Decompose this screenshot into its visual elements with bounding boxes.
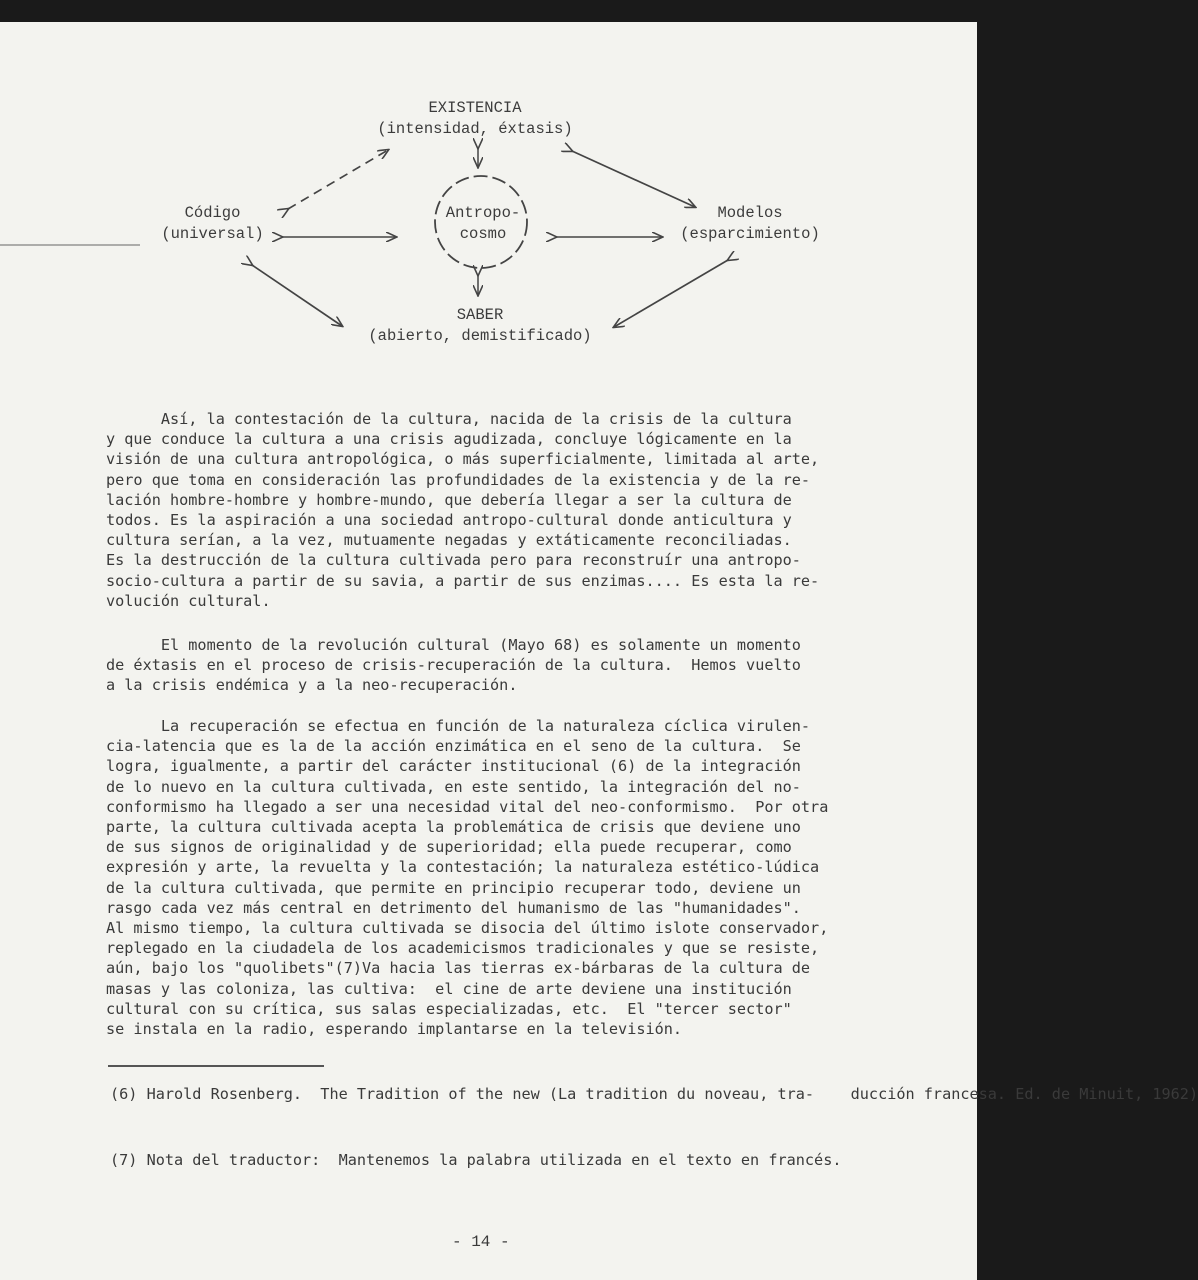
text-line: expresión y arte, la revuelta y la contestación; la naturaleza estético-lúdica: [106, 858, 820, 877]
node-modelos-title: Modelos: [717, 204, 783, 222]
arrow-modelos-saber: [614, 260, 728, 327]
arrow-codigo-saber: [252, 265, 342, 326]
diagram-arrows: [0, 22, 977, 392]
text-line: Al mismo tiempo, la cultura cultivada se disocia del último islote conservador,: [106, 919, 829, 938]
text-line: logra, igualmente, a partir del carácter institucional (6) de la integración: [106, 757, 801, 776]
footnote-line: (6) Harold Rosenberg. The Tradition of the new (La tradition du noveau, tra-: [110, 1085, 815, 1103]
arrow-codigo-existencia: [288, 150, 388, 209]
text-line: cultura serían, a la vez, mutuamente negadas y extáticamente reconciliadas.: [106, 531, 792, 550]
node-antropocosmo-line1: Antropo-: [445, 204, 521, 222]
footnote-7: [110, 1150, 920, 1171]
text-line: socio-cultura a partir de su savia, a partir de sus enzimas.... Es esta la re-: [106, 571, 820, 590]
text-line: rasgo cada vez más central en detrimento del humanismo de las "humanidades".: [106, 898, 801, 917]
document-page: [0, 22, 1198, 1280]
text-line: de sus signos de originalidad y de superioridad; ella puede recuperar, como: [106, 838, 792, 857]
node-saber-title: SABER: [456, 306, 504, 324]
paragraph-1: [106, 409, 916, 611]
node-antropocosmo-line2: cosmo: [459, 225, 507, 243]
text-line: cultural con su crítica, sus salas especializadas, etc. El "tercer sector": [106, 999, 792, 1018]
text-line: masas y las coloniza, las cultiva: el cine de arte deviene una institución: [106, 979, 792, 998]
paragraph-2: [106, 635, 916, 696]
text-line: pero que toma en consideración las profundidades de la existencia y de la re-: [106, 470, 811, 489]
node-codigo-title: Código: [184, 204, 241, 222]
text-line: se instala en la radio, esperando implantarse en la televisión.: [106, 1020, 683, 1039]
culture-diagram: [0, 22, 977, 392]
text-line: y que conduce la cultura a una crisis agudizada, concluye lógicamente en la: [106, 430, 792, 449]
node-existencia-subtitle: (intensidad, éxtasis): [377, 120, 573, 138]
text-line: de la cultura cultivada, que permite en principio recuperar todo, deviene un: [106, 878, 801, 897]
text-line: Es la destrucción de la cultura cultivada pero para reconstruír una antropo-: [106, 551, 801, 570]
text-line: replegado en la ciudadela de los academicismos tradicionales y que se resiste,: [106, 939, 820, 958]
node-modelos-subtitle: (esparcimiento): [680, 225, 820, 243]
text-line: conformismo ha llegado a ser una necesidad vital del neo-conformismo. Por otra: [106, 797, 829, 816]
page-number: - 14 -: [452, 1233, 510, 1251]
text-line: lación hombre-hombre y hombre-mundo, que debería llegar a ser la cultura de: [106, 490, 792, 509]
footnote-line: (7) Nota del traductor: Mantenemos la palabra utilizada en el texto en francés.: [110, 1151, 842, 1169]
text-line: a la crisis endémica y a la neo-recuperación.: [106, 676, 518, 695]
text-line: El momento de la revolución cultural (Mayo 68) es solamente un momento: [106, 636, 801, 654]
text-line: cia-latencia que es la de la acción enzimática en el seno de la cultura. Se: [106, 737, 801, 756]
footnote-line: ducción francesa. Ed. de Minuit, 1962): [814, 1085, 1198, 1103]
text-line: de lo nuevo en la cultura cultivada, en este sentido, la integración del no-: [106, 777, 801, 796]
text-line: volución cultural.: [106, 591, 271, 610]
arrow-existencia-modelos: [572, 151, 695, 207]
node-codigo-subtitle: (universal): [161, 225, 264, 243]
footnote-separator: [108, 1065, 324, 1067]
node-saber-subtitle: (abierto, demistificado): [368, 327, 592, 345]
text-line: visión de una cultura antropológica, o más superficialmente, limitada al arte,: [106, 450, 820, 469]
footnote-6: [110, 1084, 1198, 1105]
text-line: de éxtasis en el proceso de crisis-recuperación de la cultura. Hemos vuelto: [106, 656, 801, 675]
text-line: todos. Es la aspiración a una sociedad antropo-cultural donde anticultura y: [106, 511, 792, 530]
node-existencia-title: EXISTENCIA: [428, 99, 522, 117]
antropocosmo-circle: [435, 176, 527, 268]
text-line: parte, la cultura cultivada acepta la problemática de crisis que deviene uno: [106, 818, 801, 837]
text-line: La recuperación se efectua en función de la naturaleza cíclica virulen-: [106, 717, 811, 735]
text-line: Así, la contestación de la cultura, nacida de la crisis de la cultura: [106, 410, 792, 428]
paragraph-3: [106, 716, 916, 1039]
text-line: aún, bajo los "quolibets"(7)Va hacia las tierras ex-bárbaras de la cultura de: [106, 959, 811, 978]
